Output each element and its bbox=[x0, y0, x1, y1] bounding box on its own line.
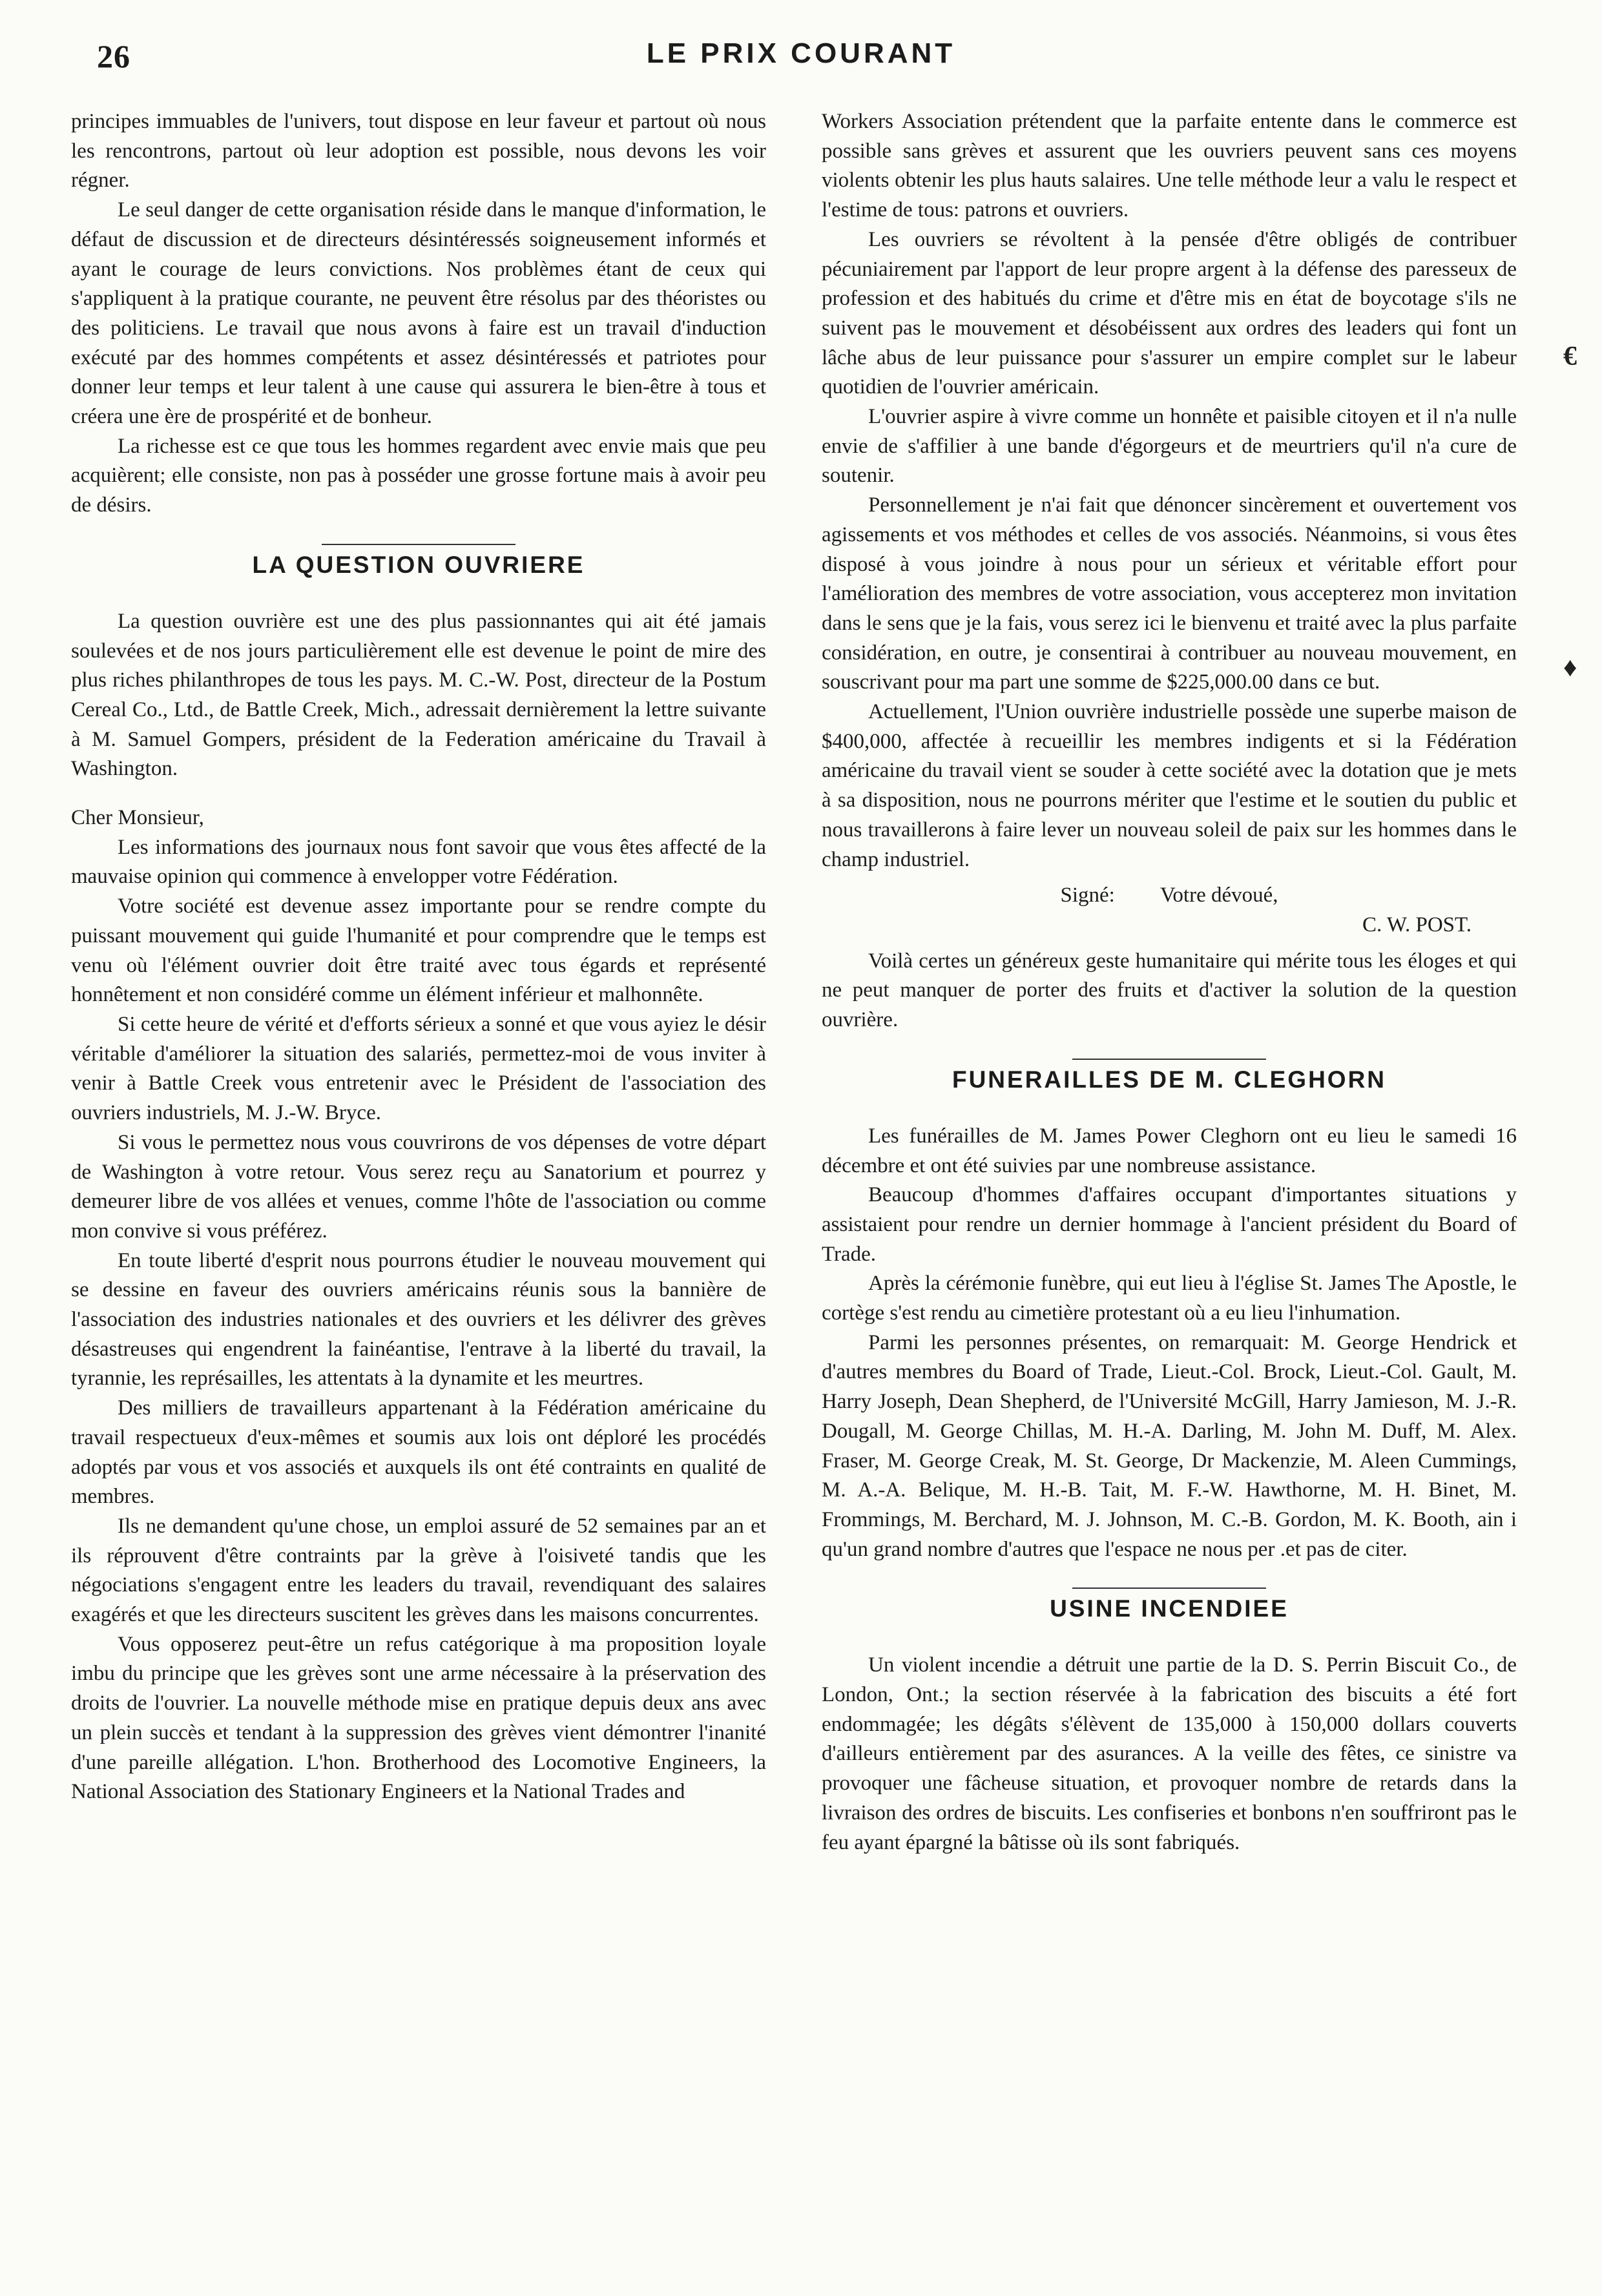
signed-label: Signé: bbox=[1060, 884, 1115, 907]
letter-paragraph: Les informations des journaux nous font savoir que vous êtes affecté de la mauvaise opinion qui commence à envelopper votre Fédération. bbox=[71, 835, 766, 889]
letter-paragraph: Les ouvriers se révoltent à la pensée d'être obligés de contribuer pécuniairement par l'apport de leur propre argent à la défense des paresseux de profession et des habitués du crime et d'être mis en état de boycotage s'ils ne suivent pas le mouvement et désobéissent aux ordres des leaders qui font un lâche abus de leur puissance pour s'assurer un empire complet sur le labeur quotidien de l'ouvrier américain. bbox=[822, 227, 1517, 399]
page-number: 26 bbox=[97, 38, 130, 74]
closing-phrase: Votre dévoué, bbox=[1160, 884, 1278, 907]
letter-paragraph: Si vous le permettez nous vous couvrirons de vos dépenses de votre départ de Washington à votre retour. Vous serez reçu au Sanatorium et pourrez y demeurer libre de vos allées et venues, comme l'hôte de l'association ou comme mon convive si vous préférez. bbox=[71, 1130, 766, 1243]
paragraph: principes immuables de l'univers, tout dispose en leur faveur et partout où nous les rencontrons, partout où leur adoption est possible, nous devons les voir régner. bbox=[71, 110, 766, 192]
paragraph: Parmi les personnes présentes, on remarquait: M. George Hendrick et d'autres membres du Board of Trade, Lieut.-Col. Brock, Lieut.-Col. Gault, M. Harry Joseph, Dean Shepherd, de l'Université McGill, Harry Jamieson, M. J.-R. Dougall, M. George Chillas, M. H.-A. Darling, M. John M. Duff, M. Alex. Fraser, M. George Creak, M. St. George, Dr Mackenzie, M. Aleen Cummings, M. A.-A. Belique, M. H.-B. Tait, M. F.-W. Hawthorne, M. H. Binet, M. Frommings, M. Berchard, M. J. Johnson, M. C.-B. Gordon, M. K. Booth, ain i qu'un grand nombre d'autres que l'espace ne nous per .et pas de citer. bbox=[822, 1330, 1517, 1561]
paragraph: Un violent incendie a détruit une partie de la D. S. Perrin Biscuit Co., de London, Ont.; la section réservée à la fabrication des biscuits a été fort endommagée; les dégâts s'élèvent de 135,000 à 150,000 dollars couverts d'ailleurs entièrement par des asurances. A la veille des fêtes, ce sinistre va provoquer une fâcheuse situation, et provoquer nombre de retards dans la livraison des ordres de biscuits. Les confiseries et bonbons n'en souffriront pas le feu ayant épargné la bâtisse où ils sont fabriqués. bbox=[822, 1653, 1517, 1854]
letter-paragraph: En toute liberté d'esprit nous pourrons étudier le nouveau mouvement qui se dessine en faveur des ouvriers américains réunis sous la bannière de l'association des industries nationales et des ouvriers et les délivrer des grèves désastreuses qui engendrent la fainéantise, l'entrave à la liberté du travail, la tyrannie, les représailles, les attentats à la dynamite et les meurtres. bbox=[71, 1248, 766, 1391]
letter-paragraph: Personnellement je n'ai fait que dénoncer sincèrement et ouvertement vos agissements et vos méthodes et celles de vos associés. Néanmoins, si vous êtes disposé à vous joindre à nous pour un sérieux et véritable effort pour l'amélioration des membres de votre association, vous accepterez mon invitation dans le sens que je la fais, vous serez ici le bienvenu et traité avec la plus parfaite considération, en outre, je consentirai à contribuer au nouveau mouvement, en souscrivant pour ma part une somme de $225,000.00 dans ce but. bbox=[822, 493, 1517, 694]
letter-salutation: Cher Monsieur, bbox=[71, 806, 204, 830]
letter-paragraph: Si cette heure de vérité et d'efforts sérieux a sonné et que vous ayiez le désir véritable d'améliorer la situation des salariés, permettez-moi de vous inviter à venir à Battle Creek vous entretenir avec le Président de l'association des ouvriers industriels, M. J.-W. Bryce. bbox=[71, 1012, 766, 1125]
letter-paragraph: Workers Association prétendent que la parfaite entente dans le commerce est possible sans grèves et assurent que les ouvriers peuvent sans ces moyens violents obtenir les plus hauts salaires. Une telle méthode leur a valu le respect et l'estime de tous: patrons et ouvriers. bbox=[822, 110, 1517, 222]
section-title-funerailles: FUNERAILLES DE M. CLEGHORN bbox=[952, 1066, 1387, 1093]
letter-paragraph: Des milliers de travailleurs appartenant à la Fédération américaine du travail respectueux d'eux-mêmes et soumis aux lois ont déploré les procédés adoptés par vous et vos associés et auxquels ils ont été contraints en qualité de membres. bbox=[71, 1396, 766, 1509]
letter-paragraph: Actuellement, l'Union ouvrière industrielle possède une superbe maison de $400,000, affectée à recueillir les membres indigents et si la Fédération américaine du travail vient se souder à cette société avec la dotation que je mets à sa disposition, nous ne pourrons mériter que l'estime et le soutien du public et nous travaillerons à faire lever un nouveau soleil de paix sur les hommes dans le champ industriel. bbox=[822, 700, 1517, 871]
section-title-question-ouvriere: LA QUESTION OUVRIERE bbox=[252, 551, 585, 578]
running-title: LE PRIX COURANT bbox=[646, 37, 956, 69]
margin-mark-upper: € bbox=[1563, 342, 1577, 371]
margin-mark-lower: ♦ bbox=[1563, 653, 1577, 683]
paragraph: Après la cérémonie funèbre, qui eut lieu à l'église St. James The Apostle, le cortège s'est rendu au cimetière protestant où a eu lieu l'inhumation. bbox=[822, 1272, 1517, 1325]
paragraph: Le seul danger de cette organisation réside dans le manque d'information, le défaut de discussion et de directeurs désintéressés soigneusement informés et ayant le courage de leurs convictions. Nos problèmes étant de ceux qui s'appliquent à la pratique courante, ne peuvent être résolus par des théoristes ou des politiciens. Le travail que nous avons à faire est un travail d'induction exécuté par des hommes compétents et assez désintéressés et patriotes pour donner leur temps et leur talent à une cause qui assurera le bien-être à tous et créera une ère de prospérité et de bonheur. bbox=[71, 198, 766, 429]
letter-paragraph: L'ouvrier aspire à vivre comme un honnête et paisible citoyen et il n'a nulle envie de s'affilier à une bande d'égorgeurs et de meurtriers qu'il n'a cure de soutenir. bbox=[822, 405, 1517, 488]
signature-line bbox=[822, 881, 1517, 911]
section-title-usine-incendiee: USINE INCENDIEE bbox=[1050, 1595, 1289, 1622]
section-divider bbox=[1072, 1588, 1266, 1589]
left-column bbox=[71, 107, 766, 1807]
paragraph: La richesse est ce que tous les hommes regardent avec envie mais que peu acquièrent; elle consiste, non pas à posséder une grosse fortune mais à avoir peu de désirs. bbox=[71, 434, 766, 517]
letter-paragraph: Votre société est devenue assez importante pour se rendre compte du puissant mouvement qui guide l'humanité et pour comprendre que le temps est venu où l'élément ouvrier doit être traité avec tous égards et représenté honnêtement et non considéré comme un élément inférieur et malhonnête. bbox=[71, 895, 766, 1007]
paragraph: Les funérailles de M. James Power Cleghorn ont eu lieu le samedi 16 décembre et ont été suivies par une nombreuse assistance. bbox=[822, 1124, 1517, 1177]
signature-name: C. W. POST. bbox=[1362, 913, 1472, 936]
paragraph: La question ouvrière est une des plus passionnantes qui ait été jamais soulevées et de nos jours particulièrement elle est devenue le point de mire des plus riches philanthropes de tous les pays. M. C.-W. Post, directeur de la Postum Cereal Co., Ltd., de Battle Creek, Mich., adressait dernièrement la lettre suivante à M. Samuel Gompers, président de la Federation américaine du Travail à Washington. bbox=[71, 609, 766, 781]
section-divider bbox=[1072, 1059, 1266, 1060]
commentary-paragraph: Voilà certes un généreux geste humanitaire qui mérite tous les éloges et qui ne peut manquer de porter des fruits et d'activer la solution de la question ouvrière. bbox=[822, 949, 1517, 1032]
right-column bbox=[822, 107, 1517, 1857]
letter-paragraph: Ils ne demandent qu'une chose, un emploi assuré de 52 semaines par an et ils réprouvent d'être contraints par la grève à l'oisiveté tandis que les négociations s'engagent entre les leaders du travail, revendiquant des salaires exagérés et que les directeurs suscitent les grèves dans les maisons concurrentes. bbox=[71, 1514, 766, 1627]
paragraph: Beaucoup d'hommes d'affaires occupant d'importantes situations y assistaient pour rendre un dernier hommage à l'ancient président du Board of Trade. bbox=[822, 1183, 1517, 1266]
letter-paragraph: Vous opposerez peut-être un refus catégorique à ma proposition loyale imbu du principe que les grèves sont une arme nécessaire à la préservation des droits de l'ouvrier. La nouvelle méthode mise en pratique depuis deux ans avec un plein succès et tendant à la suppression des grèves vient démontrer l'inanité d'une pareille allégation. L'hon. Brotherhood des Locomotive Engineers, la National Association des Stationary Engineers et la National Trades and bbox=[71, 1632, 766, 1804]
section-divider bbox=[322, 544, 515, 545]
